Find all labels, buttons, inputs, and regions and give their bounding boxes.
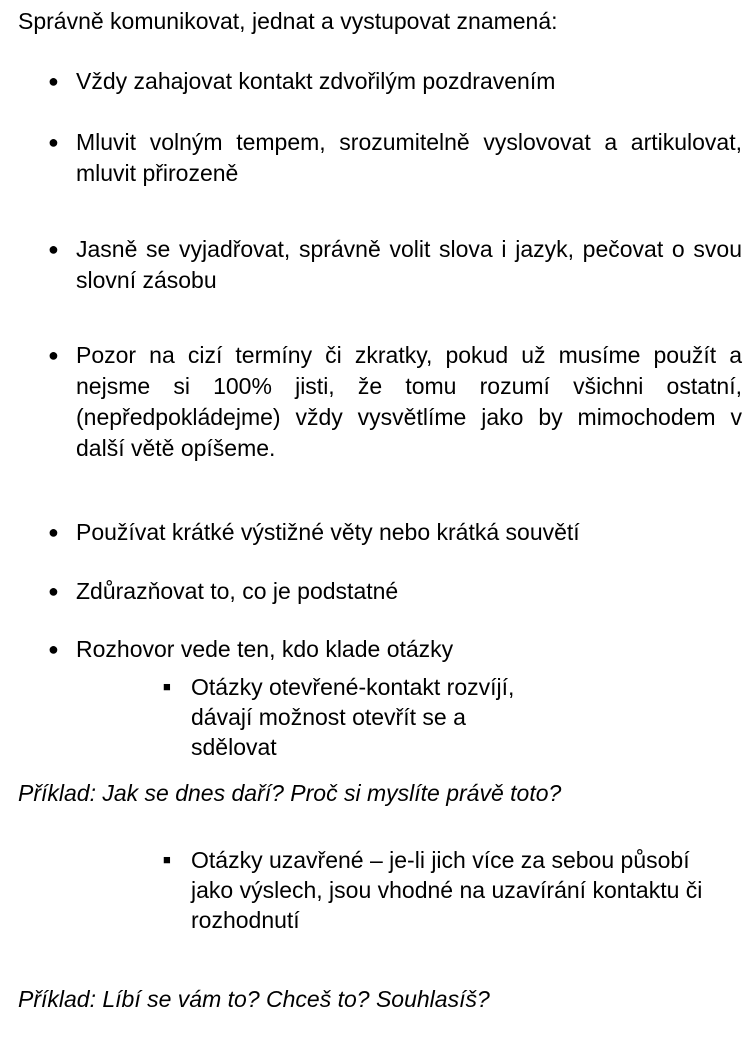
bullet-text: Rozhovor vede ten, kdo klade otázky — [76, 636, 454, 662]
bullet-item — [48, 576, 742, 607]
example-text: Příklad: Líbí se vám to? Chceš to? Souhlasíš? — [18, 986, 490, 1012]
bullet-icon: ● — [48, 639, 59, 659]
bullet-icon: ● — [48, 239, 59, 259]
bullet-text: Mluvit volným tempem, srozumitelně vyslovovat a artikulovat, mluvit přirozeně — [76, 129, 742, 186]
bullet-icon: ● — [48, 581, 59, 601]
sub-item-text: Otázky otevřené-kontakt rozvíjí, dávají možnost otevřít se a sdělovat — [191, 674, 515, 760]
sub-item-text: Otázky uzavřené – je-li jich více za sebou působí jako výslech, jsou vhodné na uzavírání kontaktu či rozhodnutí — [191, 847, 703, 933]
bullet-text: Zdůrazňovat to, co je podstatné — [76, 578, 399, 604]
bullet-text: Používat krátké výstižné věty nebo krátká souvětí — [76, 519, 580, 545]
square-bullet-icon: ■ — [163, 679, 171, 694]
bullet-text: Pozor na cizí termíny či zkratky, pokud už musíme použít a nejsme si 100% jisti, že tomu rozumí všichni ostatní, (nepředpokládejme) vždy vysvětlíme jako by mimochodem v další větě opíšeme. — [76, 342, 742, 461]
bullet-item — [48, 634, 742, 665]
bullet-icon: ● — [48, 132, 59, 152]
bullet-item — [48, 66, 742, 97]
example-text: Příklad: Jak se dnes daří? Proč si myslíte právě toto? — [18, 780, 562, 806]
bullet-text: Vždy zahajovat kontakt zdvořilým pozdravením — [76, 68, 556, 94]
bullet-item — [48, 234, 742, 296]
bullet-icon: ● — [48, 345, 59, 365]
bullet-icon: ● — [48, 522, 59, 542]
bullet-icon: ● — [48, 71, 59, 91]
sub-item — [163, 672, 543, 762]
bullet-item — [48, 340, 742, 464]
bullet-item — [48, 517, 742, 548]
intro-text: Správně komunikovat, jednat a vystupovat znamená: — [18, 8, 558, 34]
square-bullet-icon: ■ — [163, 852, 171, 867]
bullet-text: Jasně se vyjadřovat, správně volit slova i jazyk, pečovat o svou slovní zásobu — [76, 236, 742, 293]
bullet-item — [48, 127, 742, 189]
sub-item — [163, 845, 733, 935]
